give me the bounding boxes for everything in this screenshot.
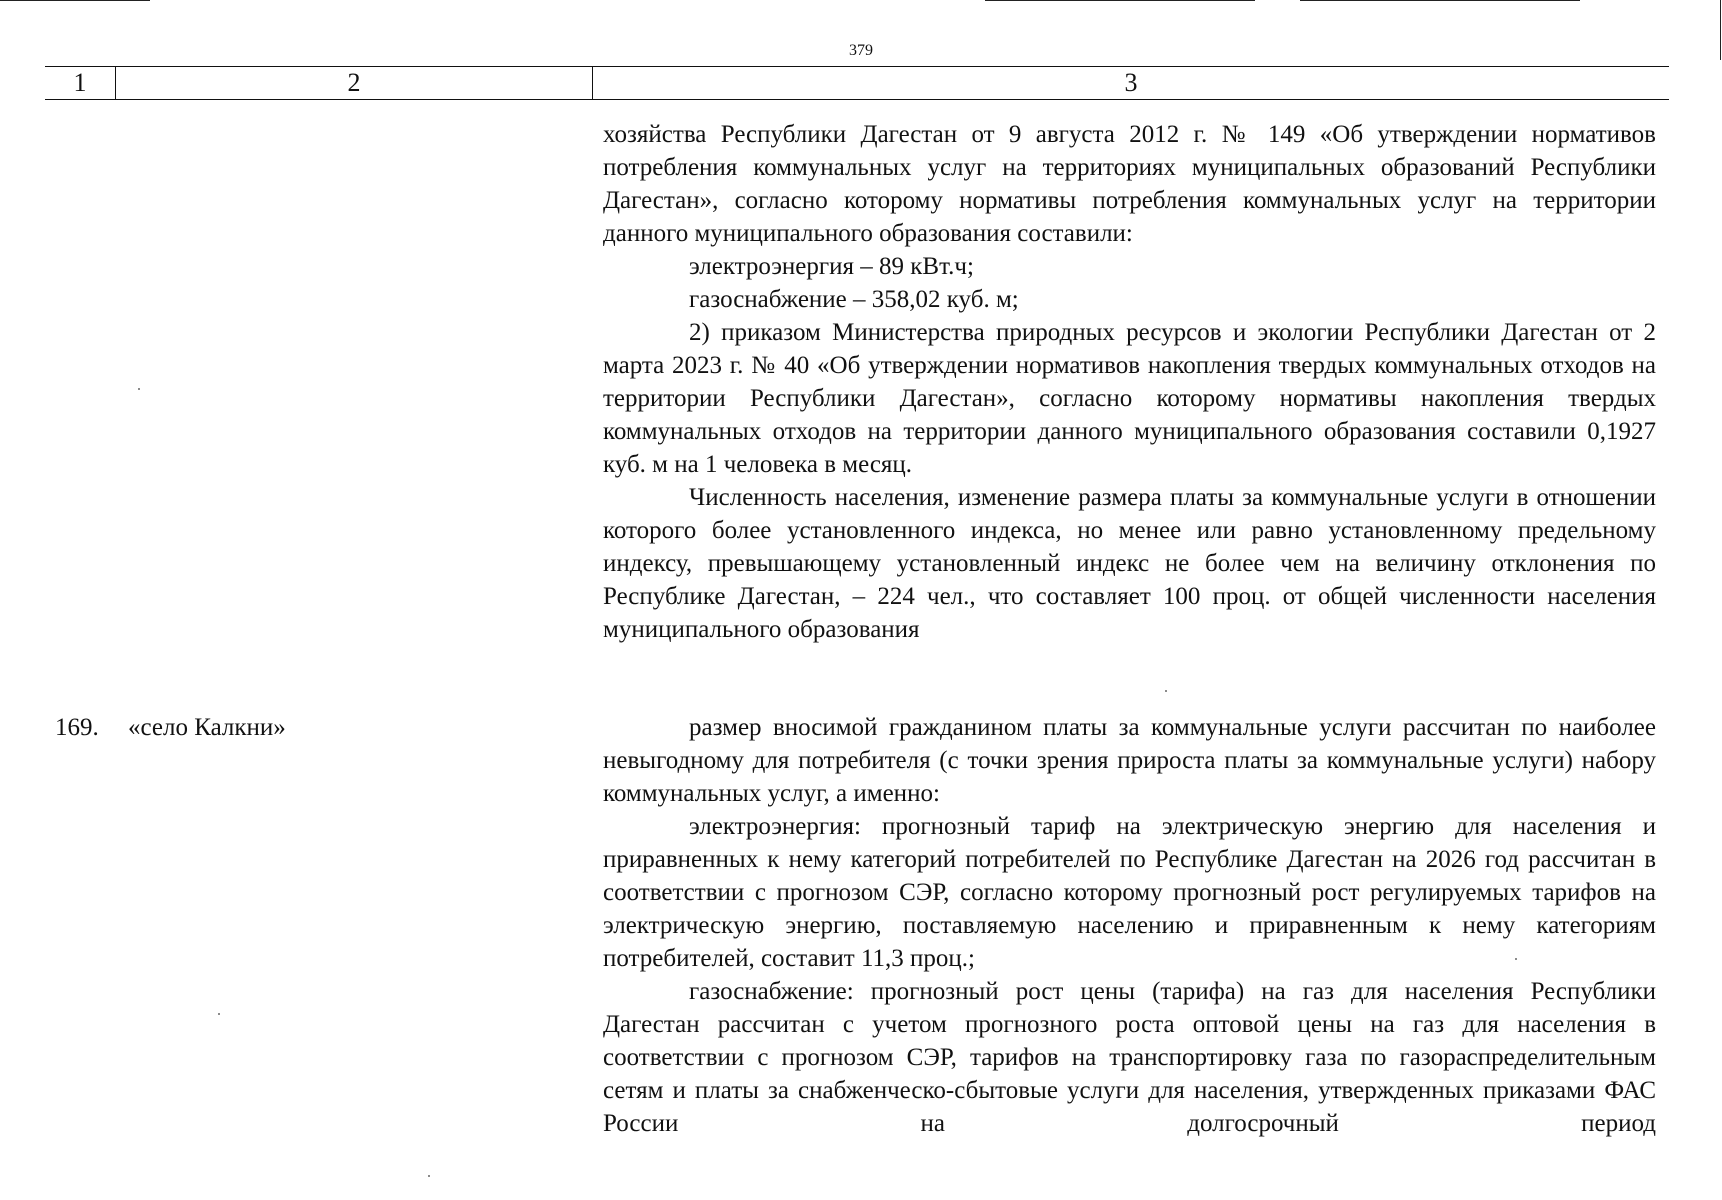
paragraph-electricity-tariff: электроэнергия: прогнозный тариф на электрическую энергию для населения и приравненных к нему категорий потребителей по Республике Дагестан на 2026 год рассчитан в соответствии с прогнозом СЭР, согласно которому прогнозный рост регулируемых тарифов на электрическую энергию, поставляемую населению и приравненным к нему категориям потребителей, составит 11,3 проц.;	[603, 813, 1656, 972]
scan-edge-mid	[985, 0, 1255, 1]
row-number: 169.	[55, 714, 99, 741]
table-header	[45, 66, 1669, 100]
paragraph-norms-intro: хозяйства Республики Дагестан от 9 августа 2012 г. № 149 «Об утверждении нормативов потребления коммунальных услуг на территориях муниципальных образований Республики Дагестан», согласно которому нормативы потребления коммунальных услуг на территории данного муниципального образования составили:	[603, 121, 1656, 247]
page-number: 379	[849, 42, 873, 59]
scan-edge-right	[1300, 0, 1580, 1]
header-col-1: 1	[45, 67, 116, 99]
table-row-169	[55, 711, 286, 744]
paragraph-electricity-norm: электроэнергия – 89 кВт.ч;	[689, 253, 974, 280]
scan-edge-left	[0, 0, 150, 1]
municipality-name: «село Калкни»	[128, 714, 286, 741]
paragraph-gas-norm: газоснабжение – 358,02 куб. м;	[689, 286, 1019, 313]
scan-speck	[428, 1175, 430, 1177]
paragraph-waste-order: 2) приказом Министерства природных ресурсов и экологии Республики Дагестан от 2 марта 2023 г. № 40 «Об утверждении нормативов накопления твердых коммунальных отходов на территории Республики Дагестан», согласно которому нормативы накопления твердых коммунальных отходов на территории данного муниципального образования составили 0,1927 куб. м на 1 человека в месяц.	[603, 319, 1656, 478]
paragraph-population: Численность населения, изменение размера платы за коммунальные услуги в отношении которого более установленного индекса, но менее или равно установленному предельному индексу, превышающему установленный индекс не более чем на величину отклонения по Республике Дагестан, – 224 чел., что составляет 100 проц. от общей численности населения муниципального образования	[603, 484, 1656, 643]
scan-speck	[218, 1013, 220, 1015]
scan-speck	[138, 388, 140, 390]
description-block-169	[603, 711, 1656, 1140]
paragraph-payment-calculation: размер вносимой гражданином платы за коммунальные услуги рассчитан по наиболее невыгодному для потребителя (с точки зрения прироста платы за коммунальные услуги) набору коммунальных услуг, а именно:	[603, 714, 1656, 807]
header-col-3: 3	[1124, 68, 1138, 97]
header-col-2: 2	[116, 67, 593, 99]
scan-speck	[1165, 690, 1167, 692]
paragraph-gas-tariff: газоснабжение: прогнозный рост цены (тарифа) на газ для населения Республики Дагестан рассчитан с учетом прогнозного роста оптовой цены на газ для населения в соответствии с прогнозом СЭР, тарифов на транспортировку газа по газораспределительным сетям и платы за снабженческо-сбытовые услуги для населения, утвержденных приказами ФАС России на долгосрочный период	[603, 978, 1656, 1137]
description-block-continued	[603, 118, 1656, 646]
scan-speck	[1515, 958, 1517, 960]
